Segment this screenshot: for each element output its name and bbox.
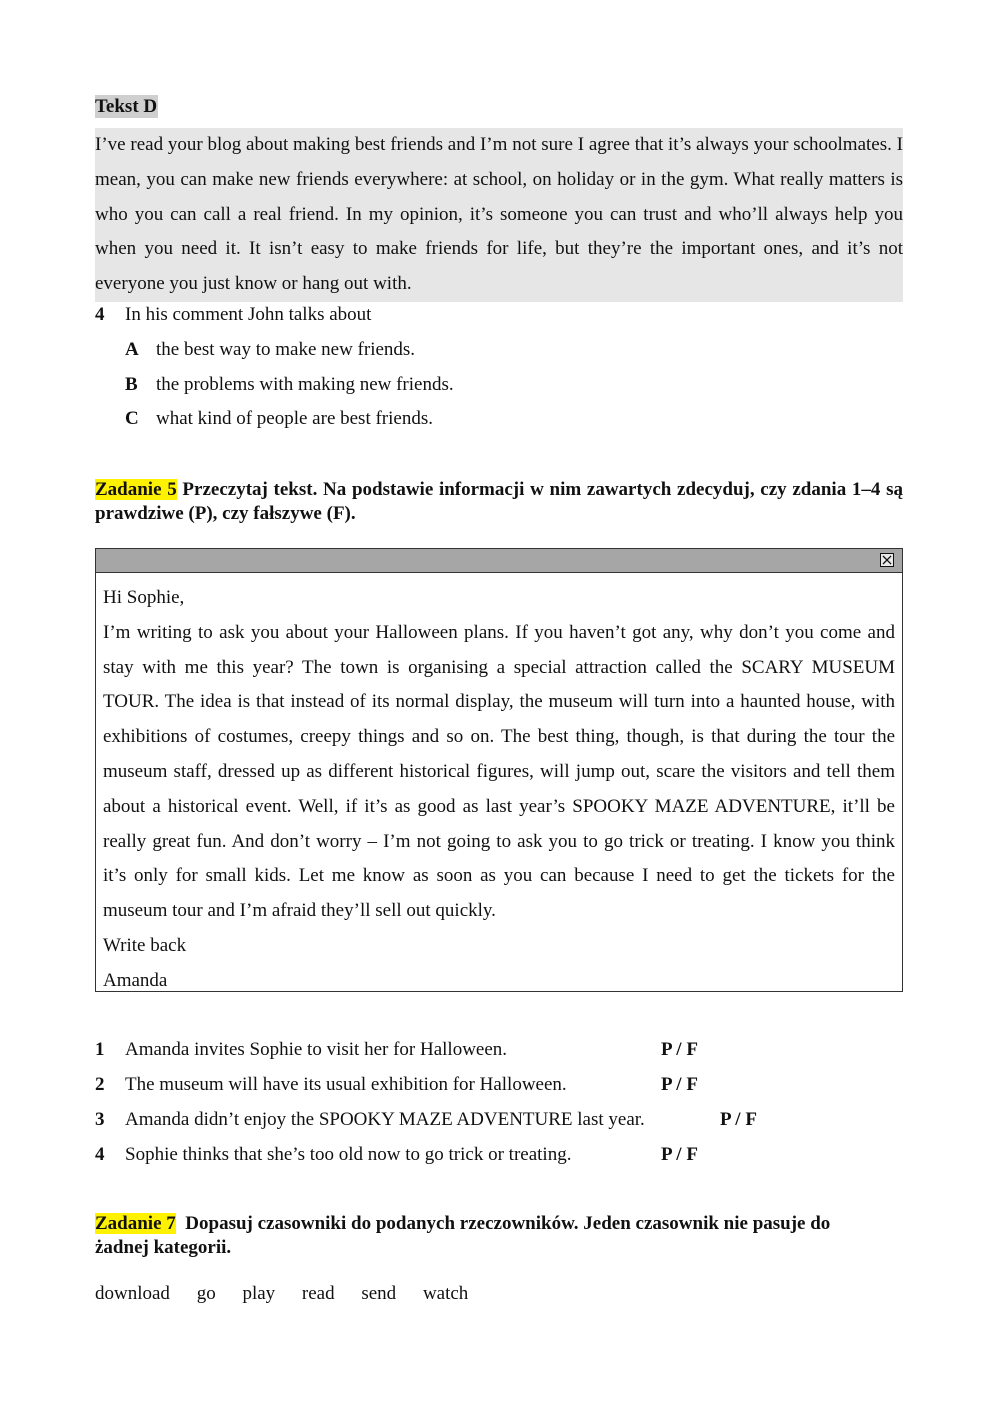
zadanie-7-heading (95, 1212, 885, 1260)
email-window (95, 548, 903, 992)
email-closing: Write back (103, 934, 187, 956)
question-4 (95, 302, 371, 328)
tekst-d-label: Tekst D (95, 96, 158, 117)
verb-list (95, 1282, 490, 1306)
answer-choice-2[interactable]: P / F (661, 1074, 698, 1095)
statement-text: Amanda didn’t enjoy the SPOOKY MAZE ADVENTURE last year. (125, 1109, 645, 1130)
statement-number: 1 (95, 1039, 105, 1060)
verb-item[interactable]: play (242, 1283, 276, 1304)
option-c[interactable] (125, 406, 433, 432)
zadanie-5-heading (95, 478, 903, 526)
option-letter: A (125, 339, 139, 360)
statement-number: 4 (95, 1144, 105, 1165)
statement-4 (95, 1142, 571, 1168)
statement-3 (95, 1107, 645, 1133)
zadanie-5-instruction: Przeczytaj tekst. Na podstawie informacji w nim zawartych zdecyduj, czy zdania 1–4 są prawdziwe (P), czy fałszywe (F). (95, 479, 903, 524)
statement-text: Sophie thinks that she’s too old now to go trick or treating. (125, 1144, 572, 1165)
statement-2 (95, 1072, 567, 1098)
statement-1 (95, 1037, 507, 1063)
email-title-bar (96, 549, 902, 573)
email-greeting: Hi Sophie, (103, 587, 185, 608)
statement-number: 2 (95, 1074, 105, 1095)
tekst-d-paragraph: I’ve read your blog about making best friends and I’m not sure I agree that it’s always your schoolmates. I mean, you can make new friends everywhere: at school, on holiday or in the gym. What really matters is who you can call a real friend. In my opinion, it’s someone you can trust and who’ll always help you when you need it. It isn’t easy to make friends for life, but they’re the important ones, and it’s not everyone you just know or hang out with. (95, 128, 903, 302)
email-body (96, 573, 902, 999)
verb-item[interactable]: watch (422, 1283, 469, 1304)
option-text: what kind of people are best friends. (156, 408, 433, 429)
option-text: the problems with making new friends. (156, 374, 454, 395)
question-text: In his comment John talks about (125, 304, 372, 325)
statement-number: 3 (95, 1109, 105, 1130)
verb-item[interactable]: download (95, 1283, 170, 1304)
answer-choice-3[interactable]: P / F (720, 1109, 757, 1130)
verb-item[interactable]: go (196, 1283, 216, 1304)
option-letter: B (125, 374, 138, 395)
statement-text: Amanda invites Sophie to visit her for Halloween. (125, 1039, 508, 1060)
statement-text: The museum will have its usual exhibition for Halloween. (125, 1074, 567, 1095)
zadanie-7-instruction: Dopasuj czasowniki do podanych rzeczowników. Jeden czasownik nie pasuje do żadnej kategorii. (95, 1213, 831, 1258)
zadanie-5-label: Zadanie 5 (95, 479, 177, 500)
close-icon[interactable] (880, 553, 894, 567)
answer-choice-4[interactable]: P / F (661, 1144, 698, 1165)
question-number: 4 (95, 304, 105, 325)
option-a[interactable] (125, 337, 415, 363)
option-b[interactable] (125, 372, 454, 398)
answer-choice-1[interactable]: P / F (661, 1039, 698, 1060)
email-text: I’m writing to ask you about your Halloween plans. If you haven’t got any, why don’t you come and stay with me this year? The town is organising a special attraction called the SCARY MUSEUM TOUR. The idea is that instead of its normal display, the museum will turn into a haunted house, with exhibitions of costumes, creepy things and so on. The best thing, though, is that during the tour the museum staff, dressed up as different historical figures, will jump out, scare the visitors and tell them about a historical event. Well, if it’s as good as last year’s SPOOKY MAZE ADVENTURE, it’ll be really great fun. And don’t worry – I’m not going to ask you to go trick or treating. I know you think it’s only for small kids. Let me know as soon as you can because I need to get the tickets for the museum tour and I’m afraid they’ll sell out quickly. (103, 621, 895, 922)
verb-item[interactable]: read (301, 1283, 335, 1304)
option-letter: C (125, 408, 139, 429)
email-signature: Amanda (103, 969, 168, 991)
option-text: the best way to make new friends. (156, 339, 416, 360)
zadanie-7-label: Zadanie 7 (95, 1213, 176, 1234)
verb-item[interactable]: send (361, 1283, 397, 1304)
